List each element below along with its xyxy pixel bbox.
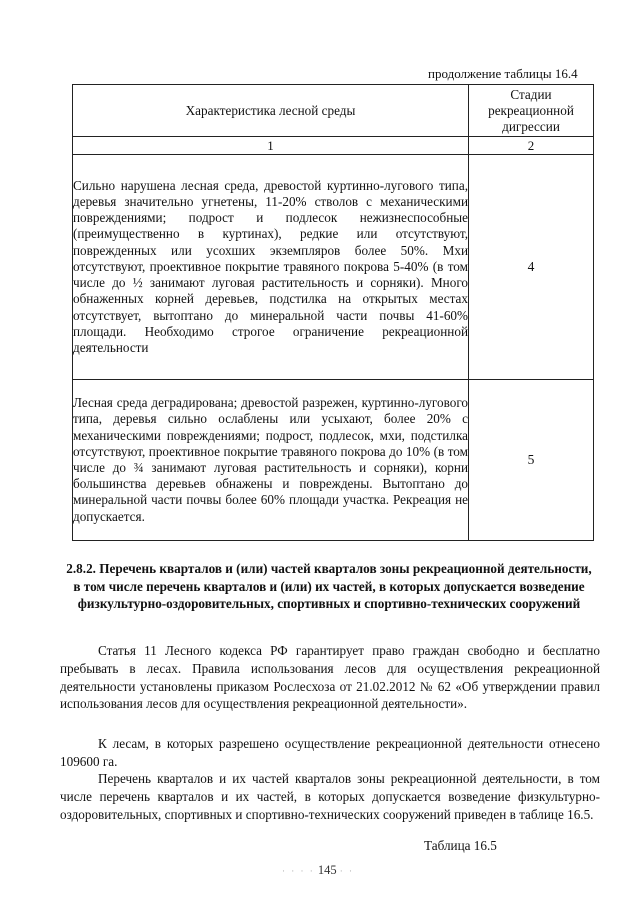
- paragraph-text: Статья 11 Лесного кодекса РФ гарантирует право граждан свободно и бесплатно пребывать в лесах. Правила использования лесов для осуществления рекреационной деятельности установлены приказом Рослесхоза от 21.02.2012 № 62 «Об утверждении правил использования лесов для осуществления рекреационной деятельности».: [60, 643, 600, 712]
- column-number-2: 2: [469, 137, 594, 155]
- characteristic-cell: Сильно нарушена лесная среда, древостой куртинно-лугового типа, деревья значительно угнетены, 11-20% стволов с механическими повреждениями; подрост и подлесок нежизнеспособные (преимущественно в куртинах), редкие или отсутствуют, поврежденных или усохших экземпляров более 50%. Мхи отсутствуют, проективное покрытие травяного покрова 5-40% (в том числе до ½ занимают луговая растительность и сорняки). Много обнаженных корней деревьев, подстилка на открытых местах отсутствует, вытоптано до минеральной части почвы 41-60% площади. Необходимо строгое ограничение рекреационной деятельности: [73, 155, 469, 380]
- stage-cell: 5: [469, 380, 594, 541]
- column-header-stage: Стадии рекреационной дигрессии: [469, 85, 594, 137]
- column-header-characteristic: Характеристика лесной среды: [73, 85, 469, 137]
- paragraph-text: Перечень кварталов и их частей кварталов зоны рекреационной деятельности, в том числе перечень кварталов и их частей, в которых допускается возведение физкультурно-оздоровительных, спортивных и спортивно-технических сооружений приведен в таблице 16.5.: [60, 771, 600, 822]
- next-table-label: Таблица 16.5: [424, 838, 497, 853]
- paragraph: [60, 735, 600, 771]
- page-footer: [282, 863, 354, 878]
- table-row: [73, 380, 594, 541]
- paragraph: [60, 642, 600, 713]
- scan-mark: · ·: [339, 866, 354, 876]
- table-continuation-label: продолжение таблицы 16.4: [428, 66, 578, 81]
- table-row: [73, 155, 594, 380]
- section-heading: 2.8.2. Перечень кварталов и (или) частей кварталов зоны рекреационной деятельности, в том числе перечень кварталов и (или) их частей, в которых допускается возведение физкультурно-оздоровительных, спортивных и спортивно-технических сооружений: [66, 561, 592, 611]
- paragraph-text: К лесам, в которых разрешено осуществление рекреационной деятельности отнесено 109600 га.: [60, 736, 600, 769]
- paragraph: [60, 770, 600, 823]
- characteristic-cell: Лесная среда деградирована; древостой разрежен, куртинно-лугового типа, деревья сильно ослаблены или усыхают, более 20% с механическими повреждениями; подрост, подлесок, мхи, подстилка отсутствуют, проективное покрытие травяного покрова до 10% (в том числе до ¾ занимают луговая растительность и сорняки), корни большинства деревьев обнажены и повреждены. Вытоптано до минеральной части почвы более 60% площади участка. Рекреация не допускается.: [73, 380, 469, 541]
- stage-cell: 4: [469, 155, 594, 380]
- scan-mark: · · · ·: [282, 866, 315, 876]
- column-number-1: 1: [73, 137, 469, 155]
- page-number: 145: [317, 863, 337, 877]
- forest-condition-table: [72, 84, 594, 541]
